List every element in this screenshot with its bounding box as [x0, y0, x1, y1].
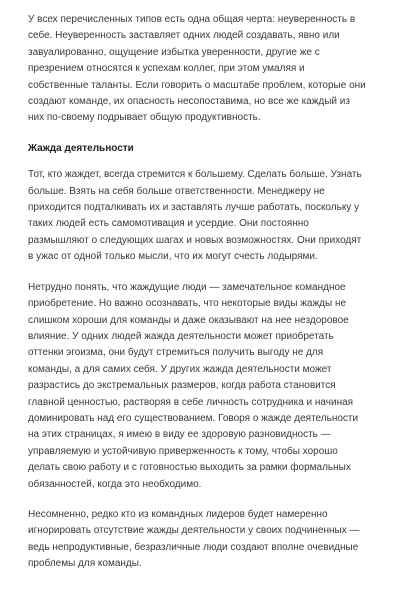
article-paragraph: Несомненно, редко кто из командных лидеров будет намеренно игнорировать отсутствие жажды деятельности у своих подчиненных — ведь непродуктивные, безразличные люди создают вполне очевидные проблемы для команды.	[28, 508, 360, 570]
section-heading: Жажда деятельности	[28, 142, 134, 154]
article-paragraph: Тот, кто жаждет, всегда стремится к большему. Сделать больше. Узнать больше. Взять на себя больше ответственности. Менеджеру не приходится подталкивать их и заставлять лучше работать, поскольку у таких людей есть самомотивация и усердие. Они постоянно размышляют о следующих шагах и новых возможностях. Они приходят в ужас от одной только мысли, что их могут счесть лодырями.	[28, 169, 362, 263]
article-paragraph: Нетрудно понять, что жаждущие люди — замечательное командное приобретение. Но важно осознавать, что некоторые виды жажды не слишком хороши для команды и даже оказывают на нее нездоровое влияние. У одних людей жажда деятельности может приобретать оттенки эгоизма, они будут стремиться получить выгоду не для команды, а для самих себя. У других жажда деятельности может разрастись до экстремальных размеров, когда работа становится главной ценностью, растворяя в себе личность сотрудника и начиная доминировать над его существованием. Говоря о жажде деятельности на этих страницах, я имею в виду ее здоровую разновидность — управляемую и устойчивую приверженность к тому, чтобы хорошо делать свою работу и с готовностью выходить за рамки формальных обязанностей, когда это необходимо.	[28, 281, 359, 490]
article-paragraph: У всех перечисленных типов есть одна общая черта: неуверенность в себе. Неуверенность заставляет одних людей создавать, явно или завуалированно, ощущение избытка уверенности, другие же с презрением относятся к успехам коллег, при этом умаляя и собственные таланты. Если говорить о масштабе проблем, которые они создают команде, их опасность несопоставима, но все же каждый из них по-своему подрывает общую продуктивность.	[28, 14, 366, 124]
